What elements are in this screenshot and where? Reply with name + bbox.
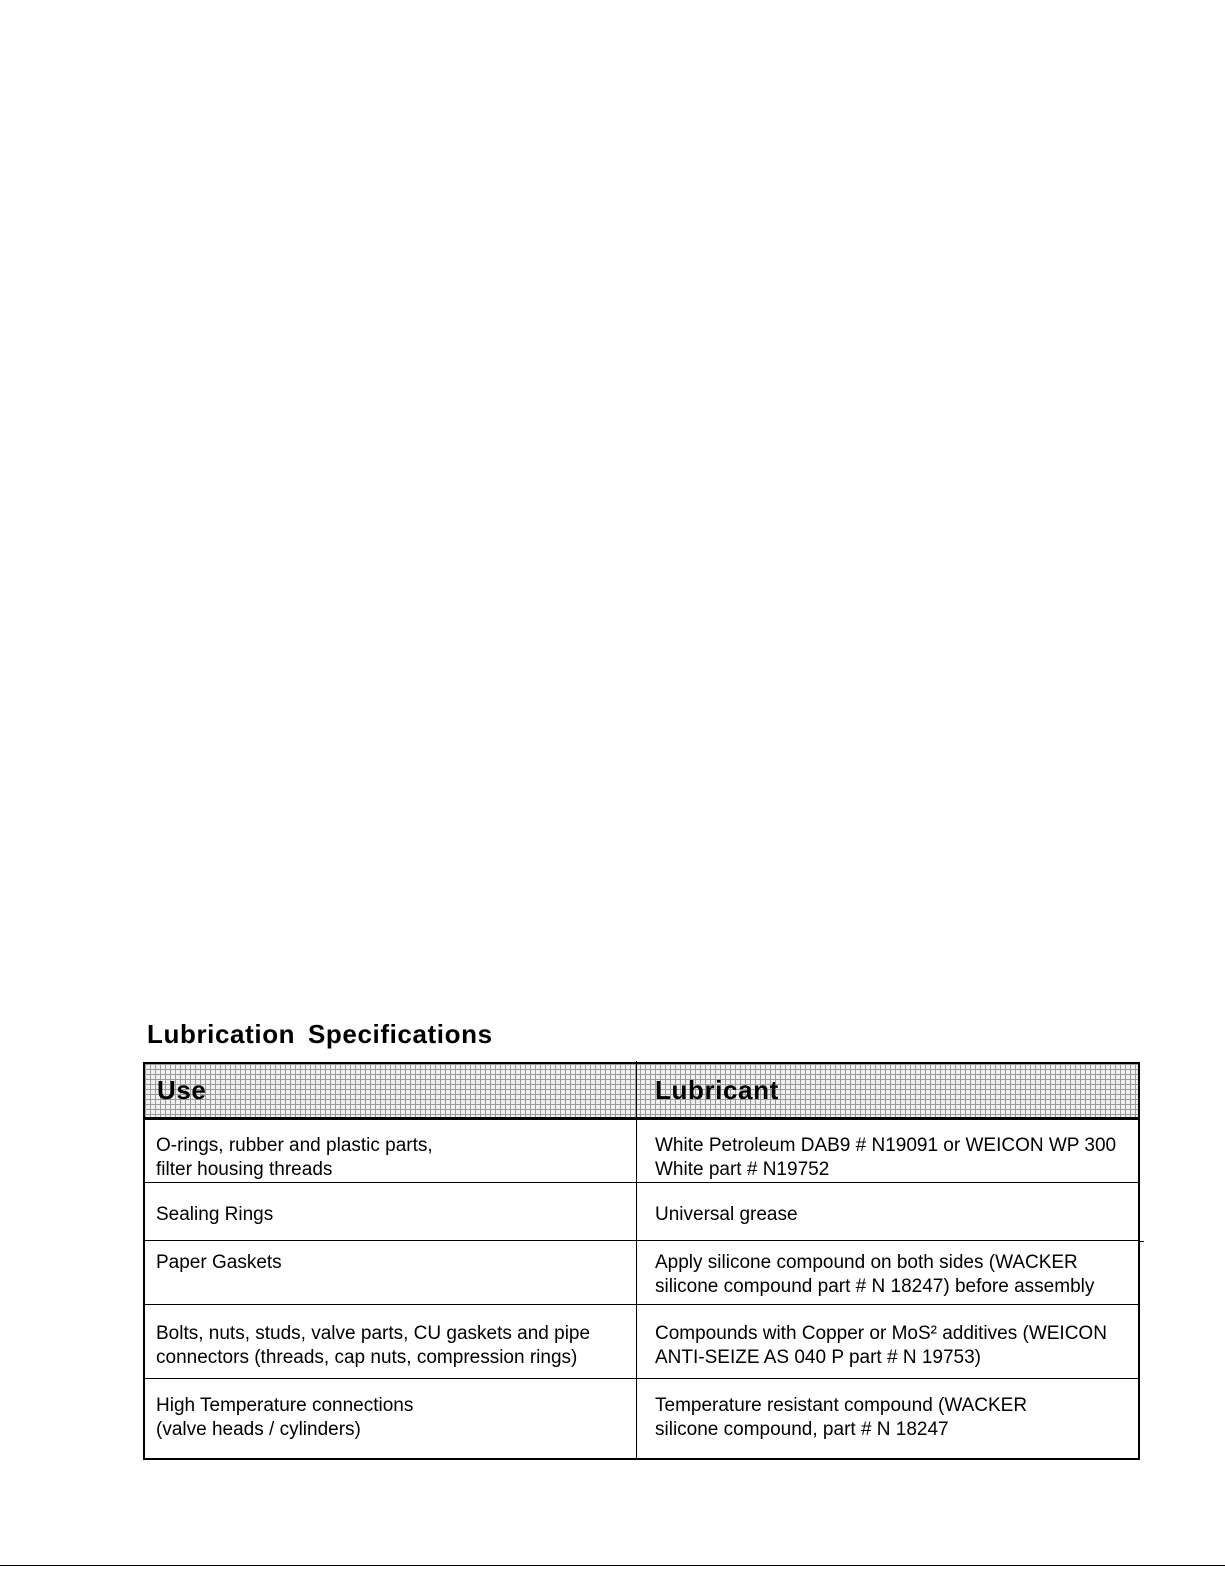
page-title: Lubrication Specifications xyxy=(147,1019,493,1049)
cell-use: Sealing Rings xyxy=(156,1204,274,1225)
cell-lubricant: Apply silicone compound on both sides (WACKER silicone compound part # N 18247) before assembly xyxy=(655,1252,1095,1297)
lubrication-spec-table xyxy=(143,1062,1140,1460)
table-row xyxy=(145,1379,1138,1458)
table-row xyxy=(145,1120,1138,1183)
header-lubricant: Lubricant xyxy=(655,1075,779,1105)
table-row xyxy=(145,1241,1138,1305)
cell-lubricant: Temperature resistant compound (WACKER silicone compound, part # N 18247 xyxy=(655,1395,1028,1440)
column-divider xyxy=(636,1061,637,1458)
header-use: Use xyxy=(157,1075,207,1105)
cell-use: Paper Gaskets xyxy=(156,1252,282,1273)
cell-lubricant: White Petroleum DAB9 # N19091 or WEICON WP 300 White part # N19752 xyxy=(655,1135,1117,1180)
table-row xyxy=(145,1183,1138,1241)
cell-lubricant: Compounds with Copper or MoS² additives (WEICON ANTI-SEIZE AS 040 P part # N 19753) xyxy=(655,1323,1107,1368)
table-header-row xyxy=(145,1064,1138,1120)
cell-use: High Temperature connections (valve heads / cylinders) xyxy=(156,1395,414,1440)
cell-use: O-rings, rubber and plastic parts, filter housing threads xyxy=(156,1135,433,1180)
table-row xyxy=(145,1305,1138,1379)
cell-lubricant: Universal grease xyxy=(655,1204,798,1225)
page-bottom-rule xyxy=(0,1565,1225,1566)
cell-use: Bolts, nuts, studs, valve parts, CU gaskets and pipe connectors (threads, cap nuts, compression rings) xyxy=(156,1323,591,1368)
